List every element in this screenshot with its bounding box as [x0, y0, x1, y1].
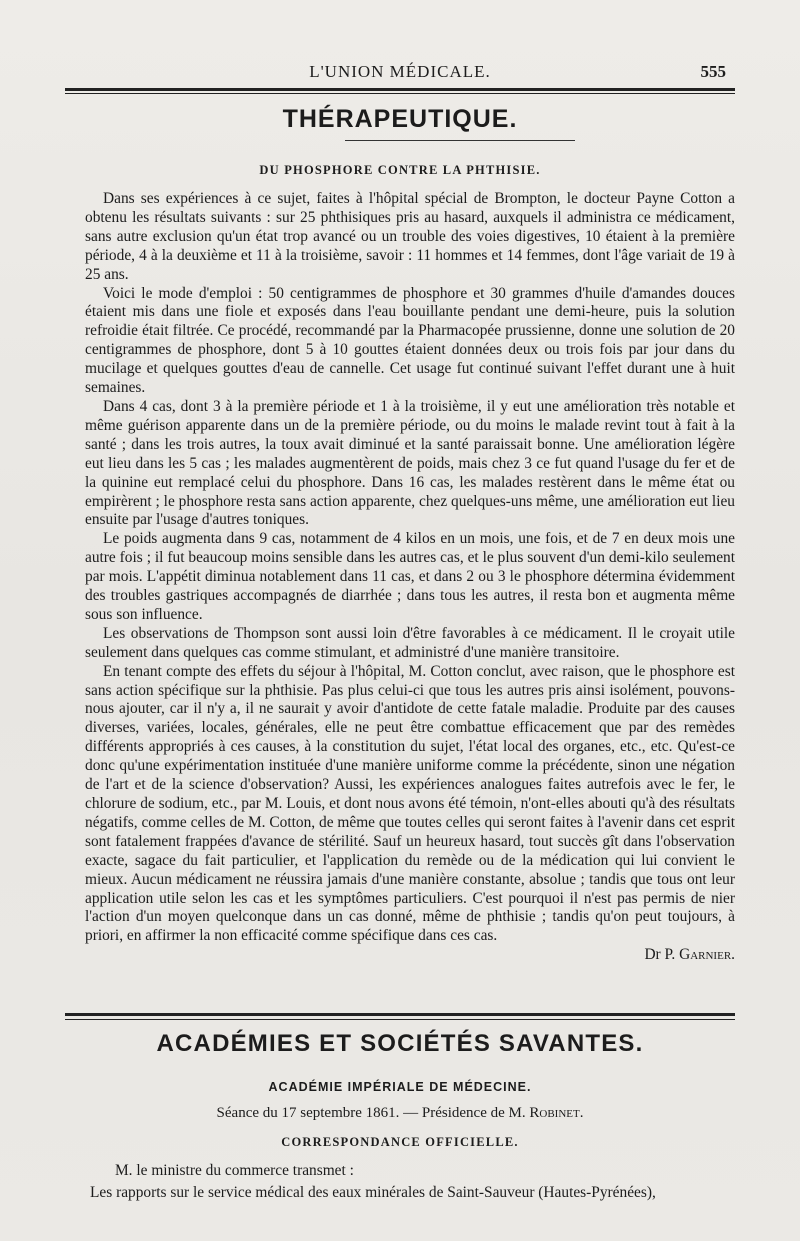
section-rule-thick	[65, 1013, 735, 1016]
paragraph: Dans ses expériences à ce sujet, faites à l'hôpital spécial de Brompton, le docteur Payne Cotton a obtenu les résultats suivants : sur 25 phthisiques pris au hasard, auxquels il administra ce médicament, sans autre exclusion qu'un état trop avancé ou un trouble des voies digestives, 10 étaient à la première période, 4 à la deuxième et 11 à la troisième, savoir : 11 hommes et 14 femmes, dont l'âge variait de 19 à 25 ans.	[85, 190, 735, 283]
correspondance-heading: CORRESPONDANCE OFFICIELLE.	[281, 1135, 519, 1149]
section-rule-thin	[65, 1019, 735, 1020]
header-rule-thin	[65, 93, 735, 94]
seance-line	[0, 1105, 800, 1122]
journal-title: L'UNION MÉDICALE.	[309, 62, 491, 81]
paragraph: Voici le mode d'emploi : 50 centigrammes de phosphore et 30 grammes d'huile d'amandes douces étaient mis dans une fiole et exposés dans l'eau bouillante pendant une demi-heure, puis la solution refroidie était filtrée. Ce procédé, recommandé par la Pharmacopée prussienne, donne une solution de 20 centigrammes de phosphore, dont 5 à 10 gouttes étaient données deux ou trois fois par jour dans du mucilage et quelques gouttes d'eau de cannelle. Cet usage fut continué suivant l'effet durant une à huit semaines.	[85, 284, 735, 397]
correspondance-text	[85, 1160, 735, 1204]
article-subtitle: DU PHOSPHORE CONTRE LA PHTHISIE.	[259, 163, 541, 177]
section-title: THÉRAPEUTIQUE.	[282, 105, 518, 133]
running-head	[60, 58, 740, 86]
signature-prefix: Dr P.	[644, 946, 676, 964]
article-body	[85, 190, 735, 965]
paragraph: Les observations de Thompson sont aussi loin d'être favorables à ce médicament. Il le croyait utile seulement dans quelques cas comme stimulant, et administré d'une manière transitoire.	[85, 624, 735, 661]
section-title-underline	[345, 140, 575, 141]
header-rule-thick	[65, 88, 735, 91]
academie-subtitle: ACADÉMIE IMPÉRIALE DE MÉDECINE.	[268, 1080, 532, 1094]
academies-title: ACADÉMIES ET SOCIÉTÉS SAVANTES.	[156, 1030, 644, 1057]
signature-name: Garnier.	[679, 946, 735, 964]
author-signature	[85, 946, 735, 965]
paragraph: Dans 4 cas, dont 3 à la première période et 1 à la troisième, il y eut une amélioration très notable et même guérison apparente dans un de la première période, ou du moins le malade revint tout à fait à la santé ; dans les trois autres, la toux avait diminué et la santé paraissait bonne. Une amélioration légère eut lieu dans les 5 cas ; les malades augmentèrent de poids, mais chez 3 ce fut quand l'usage du fer et de la quinine eut remplacé celui du phosphore. Dans 16 cas, les malades restèrent dans le même état ou empirèrent ; le phosphore resta sans action apparente, chez quelques-uns même, une amélioration eut lieu ensuite par l'usage d'autres toniques.	[85, 397, 735, 529]
paragraph: Le poids augmenta dans 9 cas, notamment de 4 kilos en un mois, une fois, et de 7 en deux mois une autre fois ; il fut beaucoup moins sensible dans les autres cas, et le plus souvent d'un demi-kilo seulement par mois. L'appétit diminua notablement dans 11 cas, et dans 2 ou 3 le phosphore détermina évidemment des troubles gastriques accompagnés de diarrhée ; dans tous les autres, il resta bon et augmenta même sous son influence.	[85, 530, 735, 623]
page-number: 555	[700, 62, 726, 81]
correspondance-line: Les rapports sur le service médical des eaux minérales de Saint-Sauveur (Hautes-Pyrénées),	[90, 1184, 656, 1201]
president-name: Robinet.	[529, 1105, 584, 1121]
correspondance-line: M. le ministre du commerce transmet :	[115, 1162, 354, 1179]
seance-text: Séance du 17 septembre 1861. — Présidence de M.	[216, 1105, 530, 1121]
paragraph: En tenant compte des effets du séjour à l'hôpital, M. Cotton conclut, avec raison, que le phosphore est sans action spécifique sur la phthisie. Pas plus celui-ci que tous les autres pris ainsi isolément, pouvons-nous ajouter, car il n'y a, il ne saurait y avoir d'antidote de cette fatale maladie. Produite par des causes diverses, variées, locales, générales, elle ne peut être combattue efficacement que par des remèdes différents appropriés à ces causes, à la constitution du sujet, l'état local des organes, etc., etc. Qu'est-ce donc qu'une expérimentation instituée d'une manière uniforme comme la précédente, sinon une négation de l'art et de la science d'observation? Aussi, les expériences analogues faites autrefois avec le fer, le chlorure de sodium, etc., par M. Louis, et dont nous avons été témoin, n'ont-elles abouti qu'à des résultats négatifs, comme celles de M. Cotton, de même que toutes celles qui seront faites à l'avenir dans cet esprit sont fatalement frappées d'avance de stérilité. Sauf un heureux hasard, tout succès gît dans l'observation exacte, sagace du fait particulier, et l'application du remède ou de la médication qui lui convient le mieux. Aucun médicament ne réussira jamais d'une manière constante, absolue ; tandis que tous ont leur application utile selon les cas et les symptômes particuliers. C'est pourquoi il n'est pas permis de nier l'action d'un moyen quelconque dans un cas donné, même de phthisie ; tandis qu'on peut toujours, à priori, en affirmer la non efficacité comme spécifique dans ces cas.	[85, 662, 735, 945]
